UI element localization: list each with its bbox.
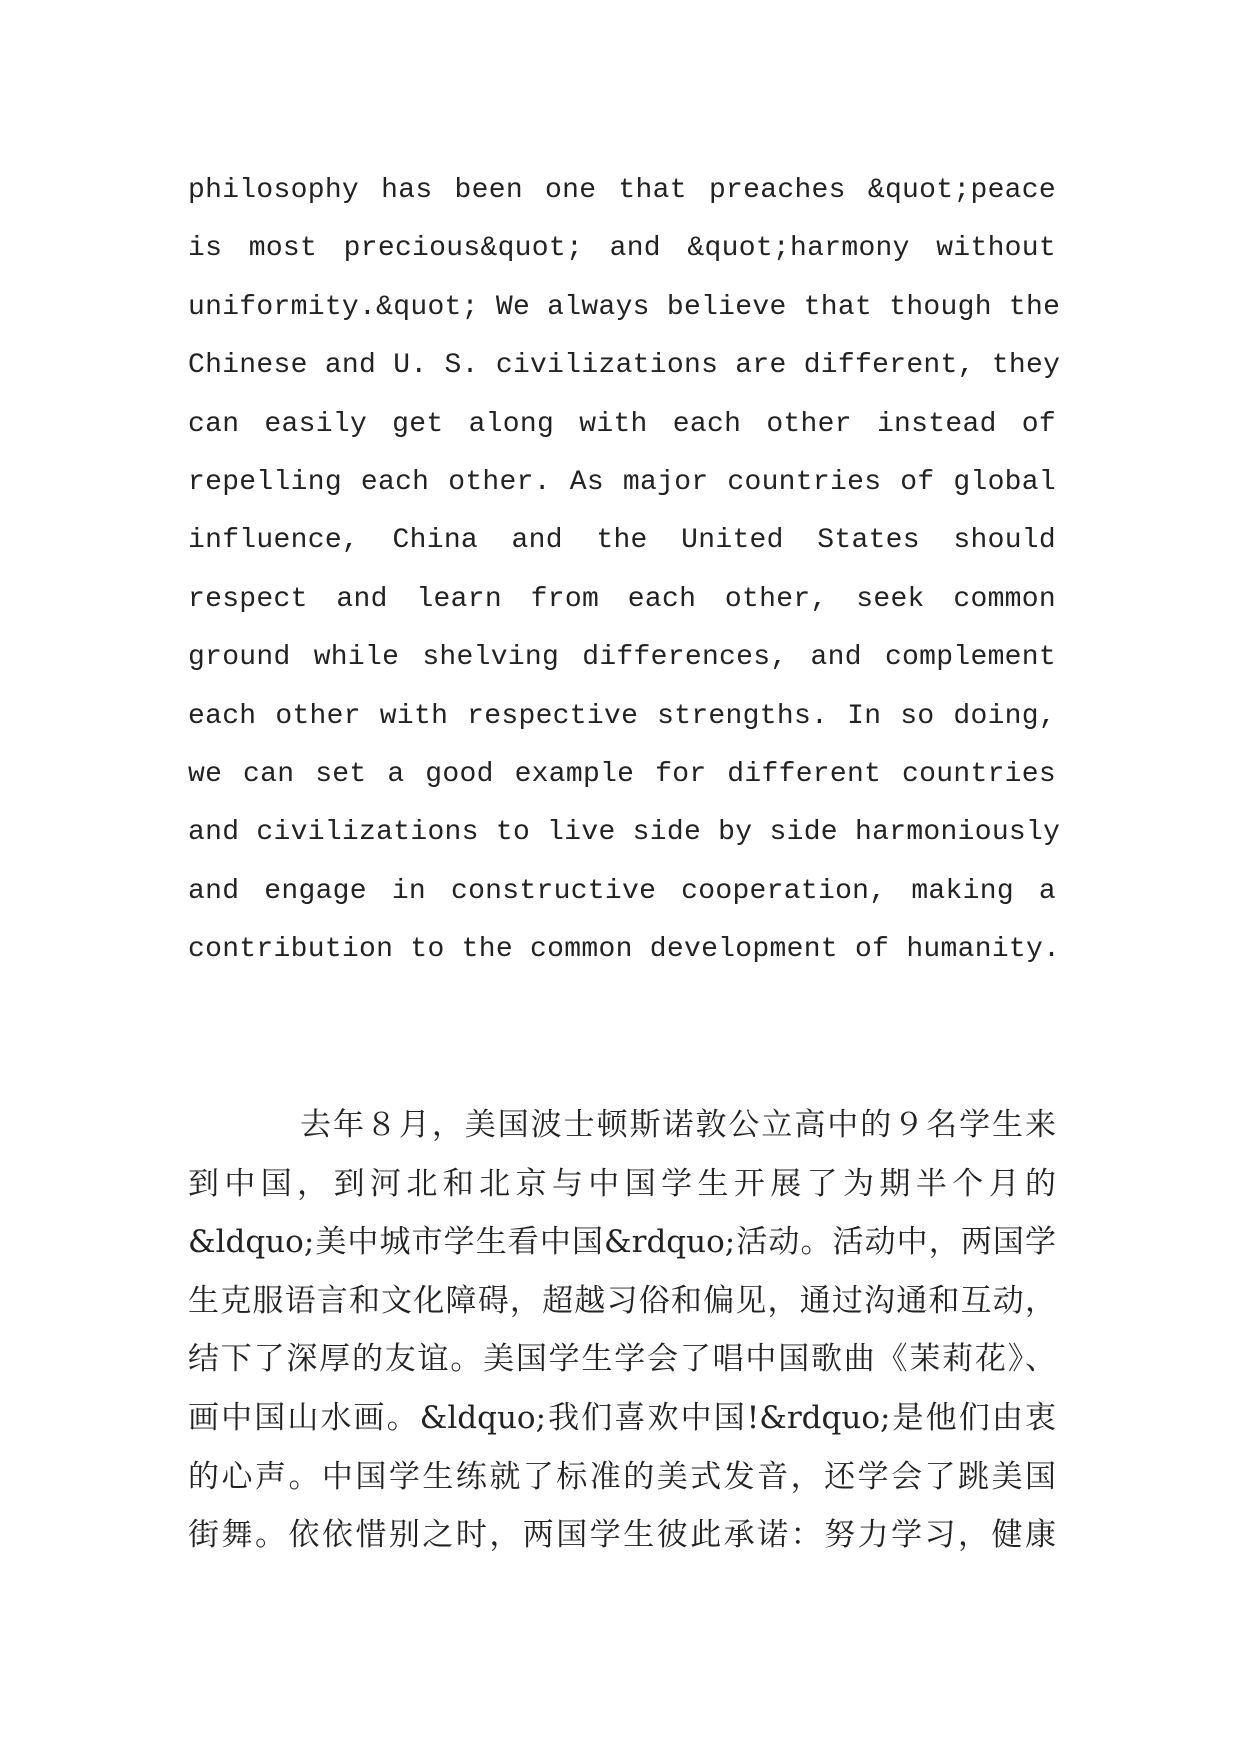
english-paragraph [188,162,1061,979]
chinese-paragraph [188,1096,1056,1565]
text-line: philosophy has been one that preaches &quot;peace [188,175,1056,206]
text-line: &ldquo;美中城市学生看中国&rdquo;活动。活动中，两国学 [188,1224,1056,1261]
text-line: 去年８月，美国波士顿斯诺敦公立高中的９名学生来 [300,1107,1056,1143]
text-line: influence, China and the United States should [188,525,1056,557]
text-line: 画中国山水画。&ldquo;我们喜欢中国!&rdquo;是他们由衷 [188,1399,1056,1436]
text-line: respect and learn from each other, seek common [188,583,1056,615]
text-line: ground while shelving differences, and complement [188,642,1056,674]
text-line: 街舞。依依惜别之时，两国学生彼此承诺：努力学习，健康 [188,1517,1056,1554]
text-line: 的心声。中国学生练就了标准的美式发音，还学会了跳美国 [188,1458,1056,1495]
text-line: is most precious&quot; and &quot;harmony without [188,233,1056,265]
text-line: contribution to the common development of humanity. [188,934,1061,966]
text-line: can easily get along with each other instead of [188,408,1056,440]
text-line: 到中国，到河北和北京与中国学生开展了为期半个月的 [188,1165,1056,1202]
text-line: and civilizations to live side by side harmoniously [188,817,1061,849]
text-line: Chinese and U. S. civilizations are different, they [188,350,1061,382]
text-line: uniformity.&quot; We always believe that though the [188,291,1061,323]
text-line: and engage in constructive cooperation, making a [188,875,1056,907]
text-line: 结下了深厚的友谊。美国学生学会了唱中国歌曲《茉莉花》、 [188,1341,1056,1378]
text-line: 生克服语言和文化障碍，超越习俗和偏见，通过沟通和互动， [188,1282,1056,1319]
text-line: we can set a good example for different countries [188,758,1056,790]
text-line: repelling each other. As major countries of global [188,466,1056,498]
text-line: each other with respective strengths. In so doing, [188,700,1056,732]
